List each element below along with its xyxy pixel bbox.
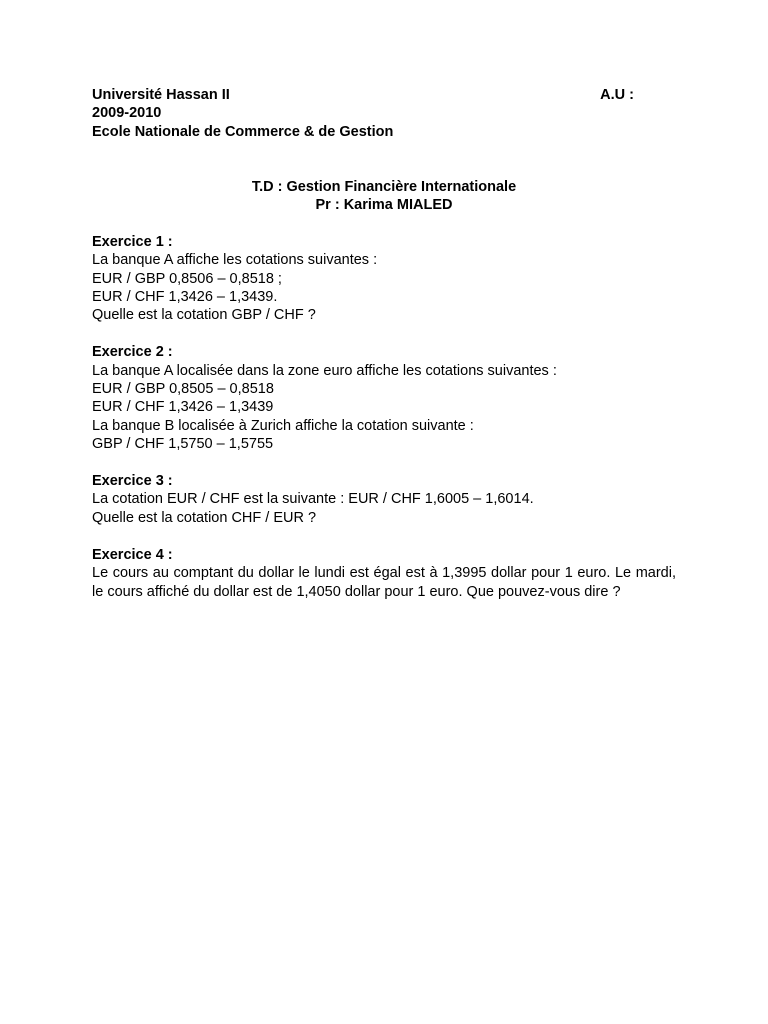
exercise-3: [92, 472, 676, 527]
academic-year: 2009-2010: [92, 105, 162, 122]
exercise-line: La banque A affiche les cotations suivantes :: [92, 252, 378, 269]
exercise-4: [92, 546, 676, 602]
exercise-line: La banque A localisée dans la zone euro affiche les cotations suivantes :: [92, 362, 557, 379]
exercise-line: EUR / CHF 1,3426 – 1,3439.: [92, 289, 278, 306]
exercise-line: EUR / GBP 0,8505 – 0,8518: [92, 381, 274, 398]
exercise-2: [92, 343, 676, 453]
exercise-line: EUR / CHF 1,3426 – 1,3439: [92, 399, 274, 416]
exercise-line: GBP / CHF 1,5750 – 1,5755: [92, 436, 274, 453]
exercise-heading: Exercice 3 :: [92, 473, 173, 490]
header-row: [92, 86, 676, 104]
academic-year-label: A.U :: [600, 87, 634, 103]
exercise-line: Quelle est la cotation CHF / EUR ?: [92, 509, 317, 526]
exercise-paragraph: Le cours au comptant du dollar le lundi est égal est à 1,3995 dollar pour 1 euro. Le mardi, le cours affiché du dollar est de 1,4050 dollar pour 1 euro. Que pouvez-vous dire ?: [92, 565, 676, 601]
document-page: [92, 86, 676, 602]
exercise-heading: Exercice 4 :: [92, 546, 173, 563]
school-name: Ecole Nationale de Commerce & de Gestion: [92, 123, 394, 140]
exercise-heading: Exercice 1 :: [92, 233, 173, 250]
exercise-1: [92, 233, 676, 325]
course-title: T.D : Gestion Financière Internationale: [251, 178, 517, 195]
exercise-line: La cotation EUR / CHF est la suivante : EUR / CHF 1,6005 – 1,6014.: [92, 491, 534, 508]
exercise-heading: Exercice 2 :: [92, 344, 173, 361]
university-name: Université Hassan II: [92, 87, 230, 103]
exercise-line: EUR / GBP 0,8506 – 0,8518 ;: [92, 270, 282, 287]
exercise-line: La banque B localisée à Zurich affiche la cotation suivante :: [92, 417, 474, 434]
exercise-line: Quelle est la cotation GBP / CHF ?: [92, 307, 316, 324]
professor-name: Pr : Karima MIALED: [315, 197, 453, 214]
